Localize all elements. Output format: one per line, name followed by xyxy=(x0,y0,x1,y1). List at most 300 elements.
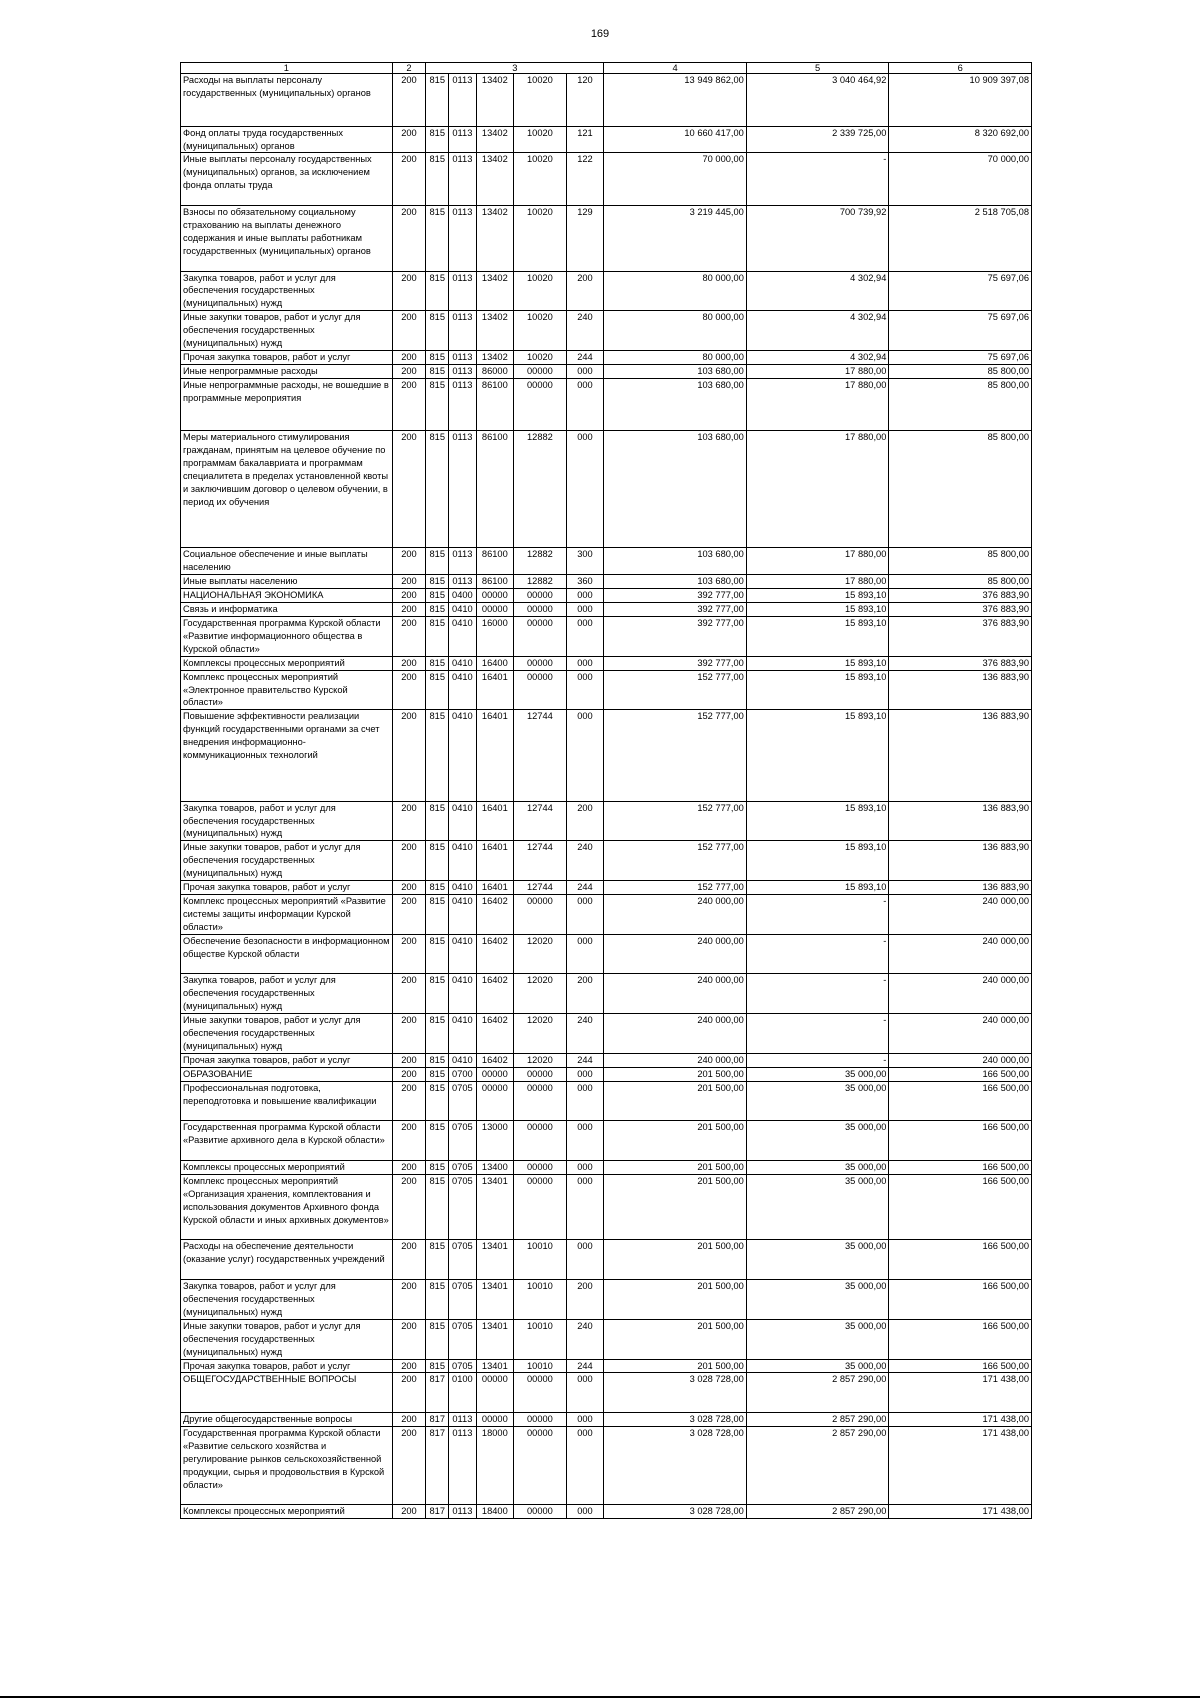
row-code-6: 200 xyxy=(566,801,604,841)
row-code-5: 12020 xyxy=(514,1014,566,1054)
row-amount-5: 35 000,00 xyxy=(746,1280,889,1320)
row-amount-4: 392 777,00 xyxy=(604,616,747,656)
row-code-2: 815 xyxy=(426,271,449,311)
row-code-4: 13402 xyxy=(476,271,514,311)
row-code-4: 13400 xyxy=(476,1160,514,1174)
row-amount-4: 3 219 445,00 xyxy=(604,206,747,272)
row-amount-6: 171 438,00 xyxy=(889,1373,1032,1413)
row-code-1: 200 xyxy=(392,656,426,670)
table-row xyxy=(181,881,1032,895)
row-code-5: 12882 xyxy=(514,575,566,589)
row-code-5: 10010 xyxy=(514,1280,566,1320)
row-amount-4: 3 028 728,00 xyxy=(604,1373,747,1413)
row-code-2: 815 xyxy=(426,1174,449,1240)
row-amount-4: 103 680,00 xyxy=(604,364,747,378)
row-code-2: 815 xyxy=(426,575,449,589)
row-amount-6: 171 438,00 xyxy=(889,1505,1032,1519)
row-code-4: 16401 xyxy=(476,710,514,801)
row-code-6: 240 xyxy=(566,1014,604,1054)
row-code-5: 00000 xyxy=(514,364,566,378)
row-code-1: 200 xyxy=(392,670,426,710)
row-name: Закупка товаров, работ и услуг для обеспечения государственных (муниципальных) нужд xyxy=(181,801,393,841)
row-amount-4: 392 777,00 xyxy=(604,603,747,617)
row-code-6: 000 xyxy=(566,894,604,934)
row-code-5: 10020 xyxy=(514,74,566,127)
row-amount-4: 3 028 728,00 xyxy=(604,1413,747,1427)
row-amount-4: 80 000,00 xyxy=(604,350,747,364)
row-amount-5: 35 000,00 xyxy=(746,1121,889,1161)
row-code-6: 240 xyxy=(566,841,604,881)
row-amount-4: 3 028 728,00 xyxy=(604,1427,747,1505)
row-code-1: 200 xyxy=(392,1280,426,1320)
row-amount-5: 4 302,94 xyxy=(746,311,889,351)
row-name: ОБРАЗОВАНИЕ xyxy=(181,1067,393,1081)
table-row xyxy=(181,670,1032,710)
row-amount-4: 201 500,00 xyxy=(604,1240,747,1280)
row-code-2: 815 xyxy=(426,974,449,1014)
row-amount-4: 392 777,00 xyxy=(604,656,747,670)
row-amount-4: 201 500,00 xyxy=(604,1081,747,1121)
row-amount-6: 376 883,90 xyxy=(889,589,1032,603)
row-amount-5: 2 339 725,00 xyxy=(746,126,889,153)
table-row xyxy=(181,431,1032,548)
row-amount-5: - xyxy=(746,934,889,974)
row-amount-4: 152 777,00 xyxy=(604,881,747,895)
row-name: Комплексы процессных мероприятий xyxy=(181,656,393,670)
table-row xyxy=(181,311,1032,351)
row-code-1: 200 xyxy=(392,350,426,364)
row-name: Иные закупки товаров, работ и услуг для обеспечения государственных (муниципальных) нужд xyxy=(181,1014,393,1054)
table-row xyxy=(181,656,1032,670)
row-code-6: 244 xyxy=(566,1053,604,1067)
row-code-4: 00000 xyxy=(476,1067,514,1081)
row-code-6: 200 xyxy=(566,1280,604,1320)
table-row xyxy=(181,350,1032,364)
row-code-4: 86100 xyxy=(476,431,514,548)
row-amount-5: 17 880,00 xyxy=(746,431,889,548)
row-amount-5: - xyxy=(746,1053,889,1067)
row-amount-6: 166 500,00 xyxy=(889,1319,1032,1359)
row-amount-6: 171 438,00 xyxy=(889,1427,1032,1505)
row-code-5: 10020 xyxy=(514,126,566,153)
row-name: Иные непрограммные расходы, не вошедшие в программные мероприятия xyxy=(181,378,393,431)
row-amount-5: 35 000,00 xyxy=(746,1160,889,1174)
row-code-3: 0410 xyxy=(449,1014,476,1054)
row-name: Профессиональная подготовка, переподготовка и повышение квалификации xyxy=(181,1081,393,1121)
row-amount-5: - xyxy=(746,153,889,206)
row-code-4: 16402 xyxy=(476,1053,514,1067)
row-code-3: 0113 xyxy=(449,311,476,351)
row-amount-4: 152 777,00 xyxy=(604,801,747,841)
row-code-5: 10020 xyxy=(514,271,566,311)
row-code-3: 0113 xyxy=(449,350,476,364)
row-amount-5: 15 893,10 xyxy=(746,603,889,617)
row-code-4: 16402 xyxy=(476,974,514,1014)
row-code-3: 0113 xyxy=(449,548,476,575)
row-code-2: 815 xyxy=(426,589,449,603)
row-code-2: 815 xyxy=(426,710,449,801)
row-code-1: 200 xyxy=(392,616,426,656)
row-code-1: 200 xyxy=(392,841,426,881)
row-amount-6: 376 883,90 xyxy=(889,603,1032,617)
row-amount-4: 13 949 862,00 xyxy=(604,74,747,127)
row-code-3: 0410 xyxy=(449,616,476,656)
row-code-3: 0113 xyxy=(449,153,476,206)
row-amount-4: 201 500,00 xyxy=(604,1067,747,1081)
row-code-3: 0700 xyxy=(449,1067,476,1081)
table-row xyxy=(181,378,1032,431)
row-code-4: 86100 xyxy=(476,378,514,431)
row-amount-6: 136 883,90 xyxy=(889,841,1032,881)
budget-table xyxy=(180,62,1032,1519)
row-amount-4: 392 777,00 xyxy=(604,589,747,603)
row-amount-5: 35 000,00 xyxy=(746,1067,889,1081)
row-amount-6: 171 438,00 xyxy=(889,1413,1032,1427)
row-code-4: 16402 xyxy=(476,1014,514,1054)
row-code-5: 00000 xyxy=(514,1081,566,1121)
table-row xyxy=(181,589,1032,603)
row-name: Иные закупки товаров, работ и услуг для обеспечения государственных (муниципальных) нужд xyxy=(181,841,393,881)
row-amount-4: 201 500,00 xyxy=(604,1319,747,1359)
row-code-1: 200 xyxy=(392,548,426,575)
row-name: Государственная программа Курской области «Развитие информационного общества в Курской области» xyxy=(181,616,393,656)
header-col-6: 6 xyxy=(889,63,1032,74)
bottom-rule xyxy=(0,1696,1200,1698)
row-code-1: 200 xyxy=(392,1053,426,1067)
row-code-2: 815 xyxy=(426,1121,449,1161)
row-code-6: 200 xyxy=(566,271,604,311)
row-name: Закупка товаров, работ и услуг для обеспечения государственных (муниципальных) нужд xyxy=(181,271,393,311)
row-code-5: 00000 xyxy=(514,1067,566,1081)
row-name: Социальное обеспечение и иные выплаты населению xyxy=(181,548,393,575)
row-code-6: 000 xyxy=(566,1240,604,1280)
row-amount-4: 80 000,00 xyxy=(604,311,747,351)
row-amount-5: 15 893,10 xyxy=(746,589,889,603)
row-code-1: 200 xyxy=(392,934,426,974)
row-amount-5: 35 000,00 xyxy=(746,1359,889,1373)
row-code-5: 12020 xyxy=(514,934,566,974)
row-amount-5: 15 893,10 xyxy=(746,656,889,670)
row-code-6: 000 xyxy=(566,1174,604,1240)
row-code-5: 12744 xyxy=(514,710,566,801)
table-row xyxy=(181,1373,1032,1413)
table-row xyxy=(181,1121,1032,1161)
row-code-3: 0113 xyxy=(449,364,476,378)
row-code-5: 00000 xyxy=(514,616,566,656)
table-row xyxy=(181,616,1032,656)
table-row xyxy=(181,1160,1032,1174)
row-amount-6: 240 000,00 xyxy=(889,1014,1032,1054)
row-amount-6: 136 883,90 xyxy=(889,881,1032,895)
row-amount-5: 35 000,00 xyxy=(746,1081,889,1121)
row-name: Повышение эффективности реализации функций государственными органами за счет внедрения информационно-коммуникационных технологий xyxy=(181,710,393,801)
row-code-1: 200 xyxy=(392,153,426,206)
table-row xyxy=(181,548,1032,575)
table-row xyxy=(181,1319,1032,1359)
row-amount-4: 10 660 417,00 xyxy=(604,126,747,153)
table-row xyxy=(181,74,1032,127)
row-code-1: 200 xyxy=(392,1413,426,1427)
row-amount-4: 152 777,00 xyxy=(604,841,747,881)
row-code-6: 240 xyxy=(566,311,604,351)
row-code-2: 817 xyxy=(426,1505,449,1519)
header-row xyxy=(181,63,1032,74)
row-code-2: 815 xyxy=(426,1240,449,1280)
row-code-4: 13402 xyxy=(476,126,514,153)
row-amount-5: 2 857 290,00 xyxy=(746,1505,889,1519)
row-name: НАЦИОНАЛЬНАЯ ЭКОНОМИКА xyxy=(181,589,393,603)
row-amount-6: 75 697,06 xyxy=(889,311,1032,351)
row-name: Прочая закупка товаров, работ и услуг xyxy=(181,881,393,895)
row-code-3: 0113 xyxy=(449,271,476,311)
row-amount-5: 2 857 290,00 xyxy=(746,1427,889,1505)
table-row xyxy=(181,603,1032,617)
row-name: Государственная программа Курской области «Развитие сельского хозяйства и регулирование рынков сельскохозяйственной продукции, сырья и продовольствия в Курской области» xyxy=(181,1427,393,1505)
row-code-2: 815 xyxy=(426,364,449,378)
row-code-2: 815 xyxy=(426,311,449,351)
row-amount-4: 240 000,00 xyxy=(604,934,747,974)
table-row xyxy=(181,271,1032,311)
row-code-4: 00000 xyxy=(476,1081,514,1121)
row-code-1: 200 xyxy=(392,894,426,934)
row-amount-5: 4 302,94 xyxy=(746,271,889,311)
row-code-6: 000 xyxy=(566,1121,604,1161)
row-code-4: 00000 xyxy=(476,1413,514,1427)
row-name: Закупка товаров, работ и услуг для обеспечения государственных (муниципальных) нужд xyxy=(181,1280,393,1320)
row-code-1: 200 xyxy=(392,311,426,351)
row-code-5: 12020 xyxy=(514,1053,566,1067)
row-code-2: 817 xyxy=(426,1427,449,1505)
row-code-4: 13401 xyxy=(476,1319,514,1359)
row-amount-6: 240 000,00 xyxy=(889,974,1032,1014)
header-col-4: 4 xyxy=(604,63,747,74)
row-name: Расходы на обеспечение деятельности (оказание услуг) государственных учреждений xyxy=(181,1240,393,1280)
row-amount-5: 17 880,00 xyxy=(746,575,889,589)
row-name: Иные выплаты персоналу государственных (муниципальных) органов, за исключением фонда оплаты труда xyxy=(181,153,393,206)
table-row xyxy=(181,934,1032,974)
row-name: Иные закупки товаров, работ и услуг для обеспечения государственных (муниципальных) нужд xyxy=(181,311,393,351)
row-code-6: 122 xyxy=(566,153,604,206)
row-code-2: 815 xyxy=(426,894,449,934)
row-code-1: 200 xyxy=(392,271,426,311)
row-code-2: 815 xyxy=(426,616,449,656)
row-code-3: 0410 xyxy=(449,894,476,934)
row-code-4: 13402 xyxy=(476,206,514,272)
row-code-4: 00000 xyxy=(476,603,514,617)
row-code-6: 000 xyxy=(566,1067,604,1081)
row-amount-6: 85 800,00 xyxy=(889,378,1032,431)
row-amount-4: 80 000,00 xyxy=(604,271,747,311)
row-code-5: 12882 xyxy=(514,548,566,575)
row-code-4: 16402 xyxy=(476,894,514,934)
row-code-4: 18400 xyxy=(476,1505,514,1519)
row-code-6: 000 xyxy=(566,431,604,548)
row-code-2: 815 xyxy=(426,1014,449,1054)
header-col-3: 3 xyxy=(426,63,604,74)
row-code-2: 815 xyxy=(426,1081,449,1121)
row-amount-6: 376 883,90 xyxy=(889,656,1032,670)
row-code-5: 10010 xyxy=(514,1319,566,1359)
row-code-2: 817 xyxy=(426,1373,449,1413)
row-code-5: 00000 xyxy=(514,1174,566,1240)
row-amount-6: 8 320 692,00 xyxy=(889,126,1032,153)
row-code-4: 16400 xyxy=(476,656,514,670)
row-amount-4: 152 777,00 xyxy=(604,710,747,801)
table-row xyxy=(181,1174,1032,1240)
row-code-2: 815 xyxy=(426,126,449,153)
row-name: Иные выплаты населению xyxy=(181,575,393,589)
row-code-1: 200 xyxy=(392,1121,426,1161)
row-code-5: 00000 xyxy=(514,378,566,431)
row-amount-5: - xyxy=(746,974,889,1014)
row-code-6: 000 xyxy=(566,1427,604,1505)
table-row xyxy=(181,710,1032,801)
row-amount-6: 166 500,00 xyxy=(889,1081,1032,1121)
row-code-3: 0113 xyxy=(449,575,476,589)
table-row xyxy=(181,1427,1032,1505)
row-code-1: 200 xyxy=(392,378,426,431)
row-amount-4: 103 680,00 xyxy=(604,548,747,575)
header-col-2: 2 xyxy=(392,63,426,74)
row-amount-4: 201 500,00 xyxy=(604,1359,747,1373)
row-amount-6: 85 800,00 xyxy=(889,364,1032,378)
row-name: Комплекс процессных мероприятий «Развитие системы защиты информации Курской области» xyxy=(181,894,393,934)
row-amount-5: 15 893,10 xyxy=(746,881,889,895)
row-code-5: 00000 xyxy=(514,656,566,670)
row-amount-4: 103 680,00 xyxy=(604,431,747,548)
row-code-1: 200 xyxy=(392,431,426,548)
row-code-2: 815 xyxy=(426,881,449,895)
row-amount-5: 15 893,10 xyxy=(746,841,889,881)
row-code-3: 0410 xyxy=(449,710,476,801)
row-code-6: 000 xyxy=(566,364,604,378)
table-row xyxy=(181,126,1032,153)
table-row xyxy=(181,1413,1032,1427)
row-code-6: 000 xyxy=(566,603,604,617)
table-row xyxy=(181,364,1032,378)
row-name: Обеспечение безопасности в информационном обществе Курской области xyxy=(181,934,393,974)
row-amount-5: - xyxy=(746,894,889,934)
row-code-5: 12744 xyxy=(514,841,566,881)
row-code-4: 13402 xyxy=(476,350,514,364)
row-name: Связь и информатика xyxy=(181,603,393,617)
row-code-2: 815 xyxy=(426,1160,449,1174)
row-amount-4: 70 000,00 xyxy=(604,153,747,206)
row-code-3: 0705 xyxy=(449,1081,476,1121)
table-row xyxy=(181,1053,1032,1067)
row-code-4: 13401 xyxy=(476,1174,514,1240)
table-row xyxy=(181,1081,1032,1121)
row-amount-5: 2 857 290,00 xyxy=(746,1413,889,1427)
row-amount-4: 201 500,00 xyxy=(604,1160,747,1174)
row-amount-5: 2 857 290,00 xyxy=(746,1373,889,1413)
row-amount-4: 240 000,00 xyxy=(604,974,747,1014)
row-code-2: 815 xyxy=(426,153,449,206)
row-amount-5: 17 880,00 xyxy=(746,548,889,575)
row-code-3: 0113 xyxy=(449,74,476,127)
row-code-6: 000 xyxy=(566,1373,604,1413)
row-code-1: 200 xyxy=(392,126,426,153)
row-code-3: 0113 xyxy=(449,1427,476,1505)
row-amount-4: 240 000,00 xyxy=(604,894,747,934)
row-amount-4: 240 000,00 xyxy=(604,1053,747,1067)
table-row xyxy=(181,1280,1032,1320)
table-row xyxy=(181,206,1032,272)
row-amount-6: 166 500,00 xyxy=(889,1174,1032,1240)
table-row xyxy=(181,894,1032,934)
row-name: Комплексы процессных мероприятий xyxy=(181,1160,393,1174)
row-code-5: 00000 xyxy=(514,670,566,710)
row-code-3: 0410 xyxy=(449,801,476,841)
row-code-3: 0410 xyxy=(449,670,476,710)
row-code-2: 817 xyxy=(426,1413,449,1427)
row-amount-5: 17 880,00 xyxy=(746,364,889,378)
row-code-6: 300 xyxy=(566,548,604,575)
row-amount-4: 240 000,00 xyxy=(604,1014,747,1054)
page-number: 169 xyxy=(590,28,610,40)
row-code-4: 13000 xyxy=(476,1121,514,1161)
row-amount-5: 15 893,10 xyxy=(746,616,889,656)
row-amount-6: 85 800,00 xyxy=(889,548,1032,575)
row-amount-6: 75 697,06 xyxy=(889,271,1032,311)
row-code-2: 815 xyxy=(426,1280,449,1320)
row-code-6: 000 xyxy=(566,656,604,670)
row-code-1: 200 xyxy=(392,603,426,617)
table-row xyxy=(181,1505,1032,1519)
table-row xyxy=(181,575,1032,589)
row-code-4: 13402 xyxy=(476,74,514,127)
row-amount-6: 70 000,00 xyxy=(889,153,1032,206)
table-row xyxy=(181,1240,1032,1280)
row-code-1: 200 xyxy=(392,710,426,801)
row-code-2: 815 xyxy=(426,206,449,272)
row-name: Закупка товаров, работ и услуг для обеспечения государственных (муниципальных) нужд xyxy=(181,974,393,1014)
row-code-4: 16401 xyxy=(476,881,514,895)
row-code-1: 200 xyxy=(392,1373,426,1413)
row-amount-4: 103 680,00 xyxy=(604,575,747,589)
row-code-3: 0113 xyxy=(449,378,476,431)
row-code-6: 000 xyxy=(566,710,604,801)
row-amount-6: 376 883,90 xyxy=(889,616,1032,656)
row-code-1: 200 xyxy=(392,1014,426,1054)
row-code-6: 129 xyxy=(566,206,604,272)
row-code-3: 0113 xyxy=(449,431,476,548)
row-amount-6: 85 800,00 xyxy=(889,431,1032,548)
row-amount-6: 166 500,00 xyxy=(889,1280,1032,1320)
row-amount-5: 15 893,10 xyxy=(746,670,889,710)
row-amount-5: 17 880,00 xyxy=(746,378,889,431)
row-code-1: 200 xyxy=(392,589,426,603)
row-code-3: 0705 xyxy=(449,1240,476,1280)
row-amount-4: 103 680,00 xyxy=(604,378,747,431)
table-row xyxy=(181,974,1032,1014)
row-amount-5: 15 893,10 xyxy=(746,801,889,841)
row-amount-4: 3 028 728,00 xyxy=(604,1505,747,1519)
row-code-3: 0705 xyxy=(449,1280,476,1320)
row-code-2: 815 xyxy=(426,670,449,710)
row-code-5: 10020 xyxy=(514,311,566,351)
row-amount-6: 2 518 705,08 xyxy=(889,206,1032,272)
row-code-5: 00000 xyxy=(514,603,566,617)
row-code-1: 200 xyxy=(392,206,426,272)
row-amount-4: 201 500,00 xyxy=(604,1280,747,1320)
row-code-4: 00000 xyxy=(476,589,514,603)
row-code-3: 0410 xyxy=(449,656,476,670)
row-name: Прочая закупка товаров, работ и услуг xyxy=(181,350,393,364)
row-code-6: 000 xyxy=(566,1413,604,1427)
row-amount-6: 166 500,00 xyxy=(889,1240,1032,1280)
row-amount-6: 75 697,06 xyxy=(889,350,1032,364)
